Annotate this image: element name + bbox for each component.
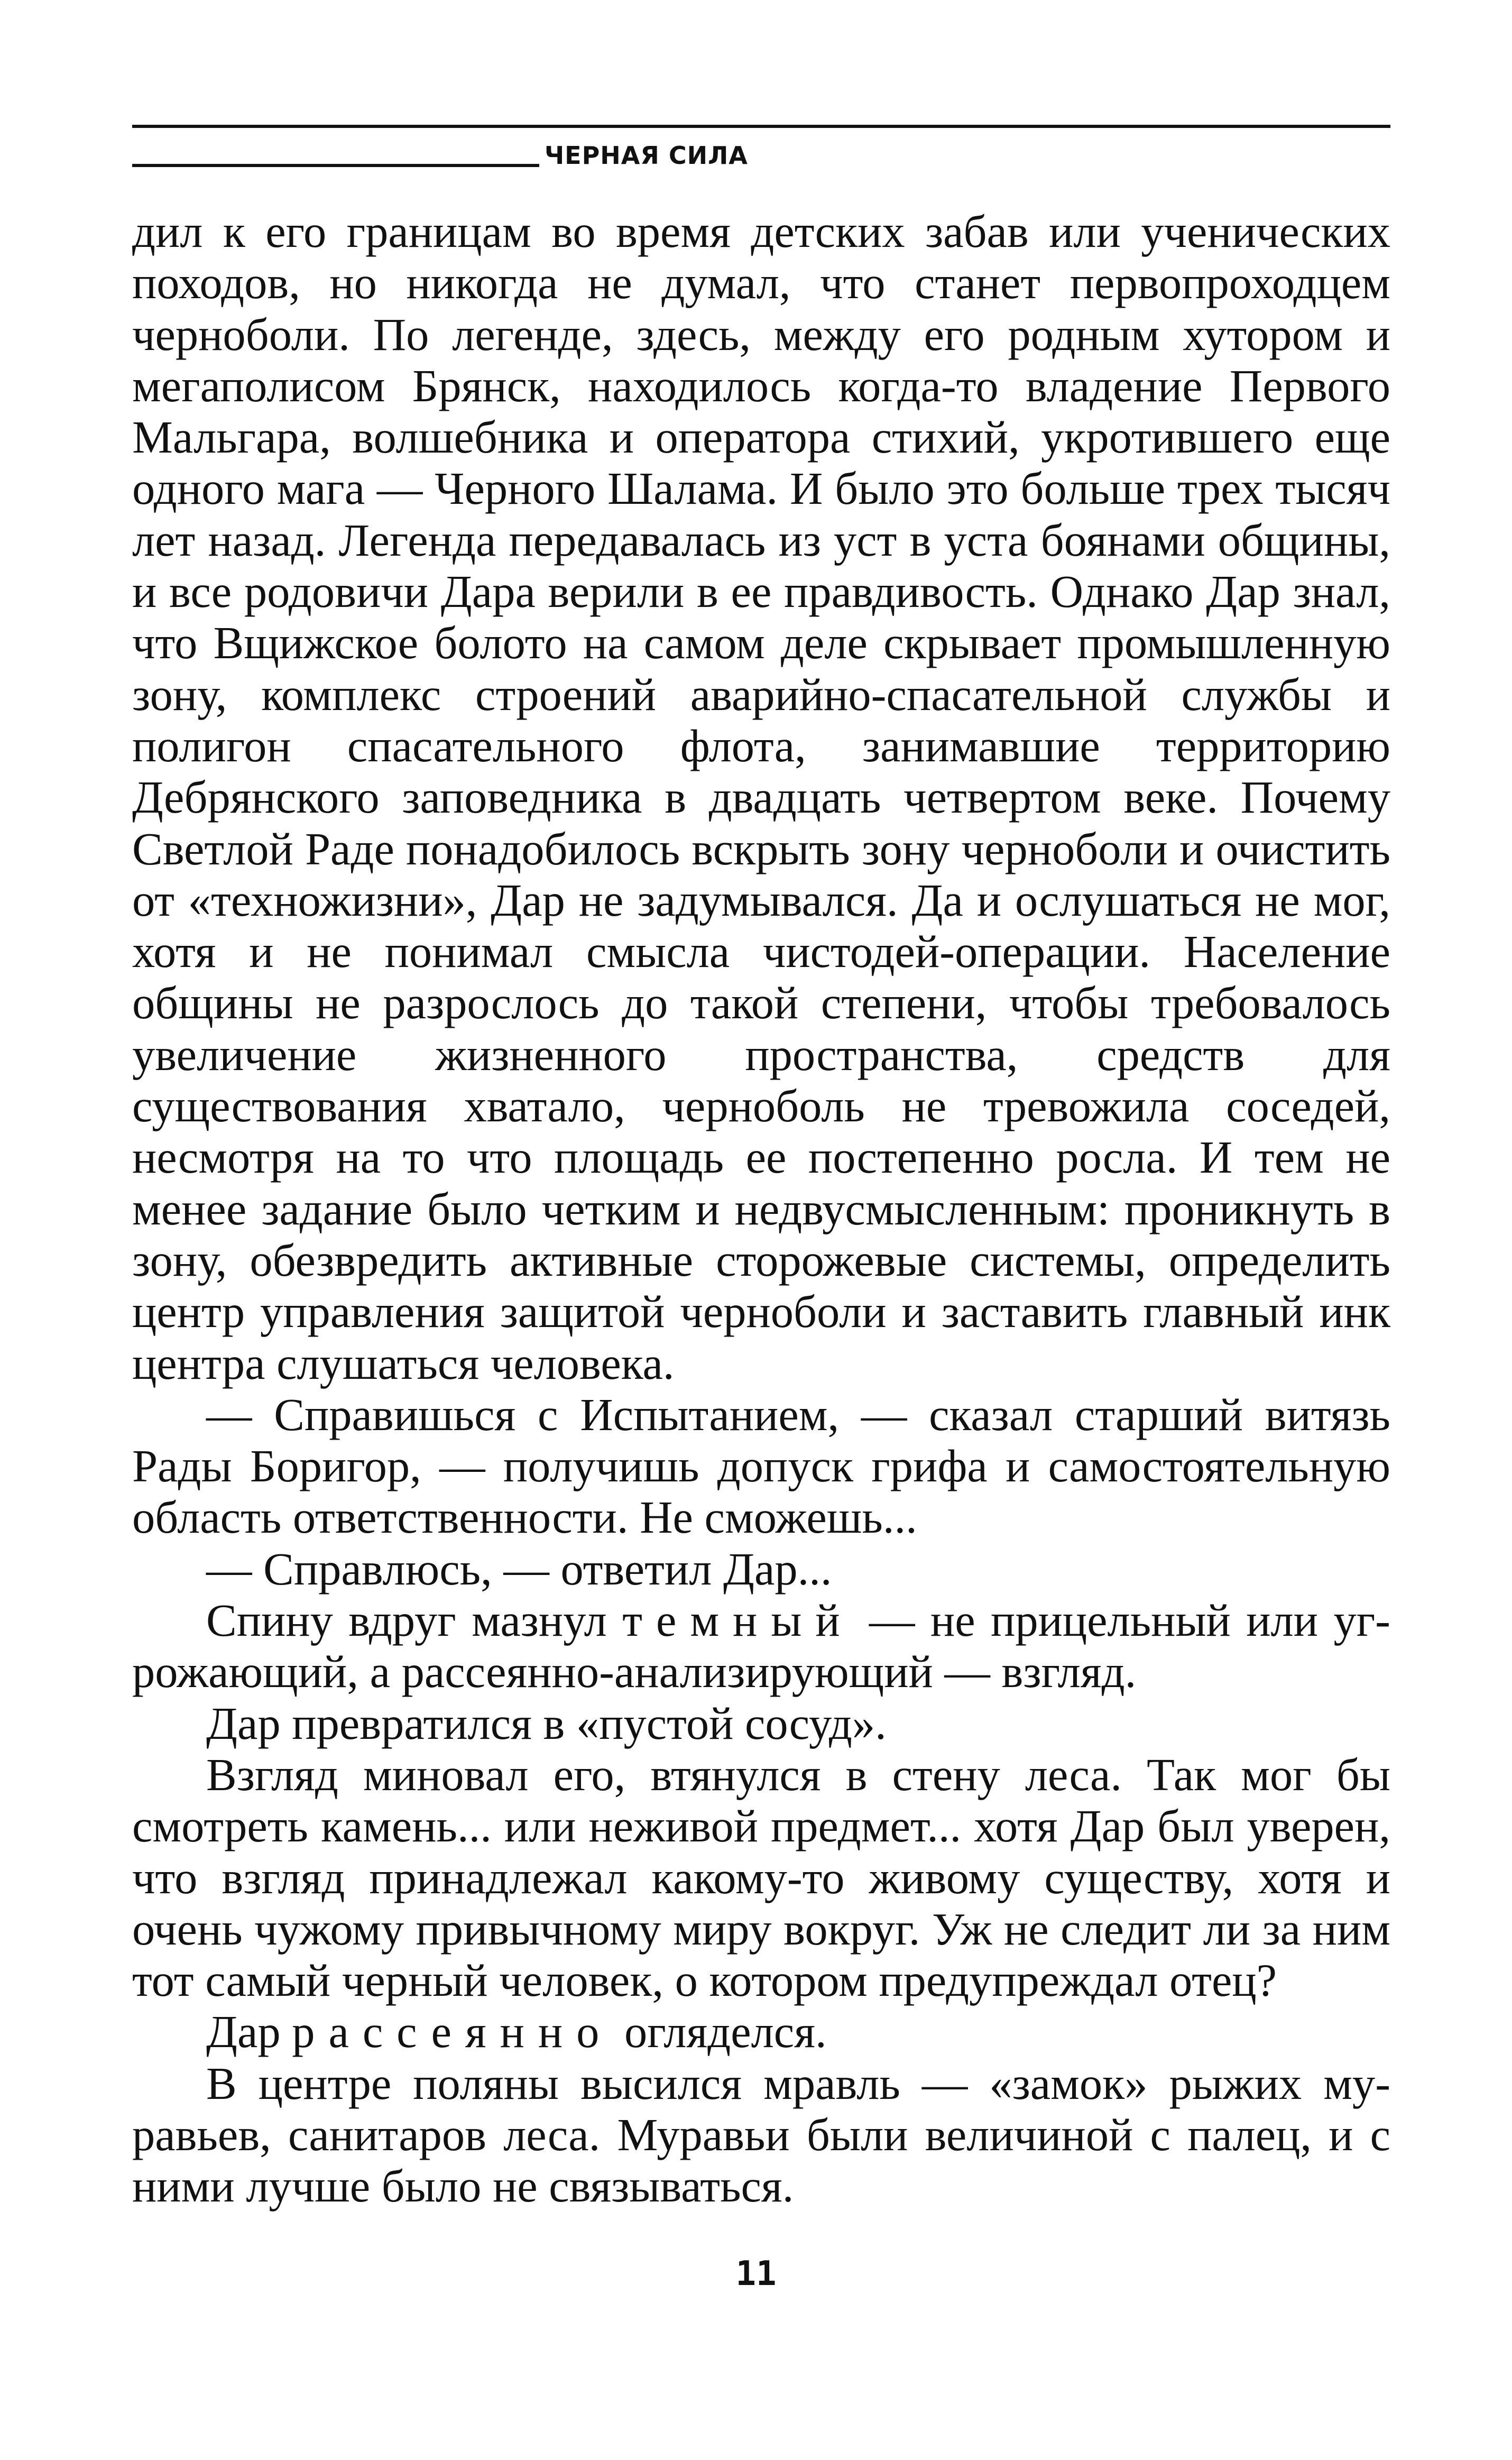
paragraph-8: В центре поляны высился мравль — «замок» рыжих муравьев, санитаров леса. Муравьи были величиной с палец, и с ними лучше было не связываться. [132,2058,1390,2212]
paragraph-4-start: Спину вдруг мазнул [206,1595,623,1646]
paragraph-4-spaced-word: темный [622,1595,854,1646]
running-title: ЧЕРНАЯ СИЛА [545,141,748,170]
paragraph-1: дил к его границам во время детских забав или ученических походов, но никогда не думал, что станет первопроходцем черноболи. По легенде, здесь, между его родным хутором и мегаполисом Брянск, находилось когда-то владение Первого Мальгара, волшебника и оператора стихий, укротившего еще одного мага — Черного Шалама. И было это больше трех тысяч лет назад. Легенда передавалась из уст в уста боянами общины, и все родовичи Дара верили в ее правдивость. Однако Дар знал, что Вщижское болото на самом деле скрывает промышленную зону, комплекс строений аварийно-спасательной службы и полигон спасательного флота, занимавшие территорию Дебрянского заповедника в двадцать четвертом веке. Почему Светлой Раде понадобилось вскрыть зону черноболи и очистить от «техножизни», Дар не задумывался. Да и ослушаться не мог, хотя и не понимал смысла чистодей-операции. Население общины не разрослось до такой степени, чтобы требовалось увеличение жизненного пространства, средств для существования хватало, черноболь не тревожила соседей, несмотря на то что площадь ее постепенно росла. И тем не менее задание было четким и недвусмысленным: проникнуть в зону, обезвредить активные сторожевые системы, определить центр управления защитой черноболи и заставить главный инк центра слушаться человека. [132,206,1390,1389]
header-top-rule [132,125,1390,128]
paragraph-7-spaced-word: рассеянно [292,2006,613,2058]
page-number: 11 [735,2254,777,2293]
header-left-rule [132,164,539,167]
running-header [132,125,1390,172]
paragraph-7-start: Дар [206,2006,292,2058]
paragraph-2: — Справишься с Испытанием, — сказал старший витязь Рады Боригор, — получишь допуск грифа и самостоятельную область ответственности. Не сможешь... [132,1389,1390,1543]
paragraph-6: Взгляд миновал его, втянулся в стену леса. Так мог бы смотреть камень... или неживой предмет... хотя Дар был уверен, что взгляд принадлежал какому-то живому существу, хотя и очень чужому привычному миру вокруг. Уж не следит ли за ним тот самый черный человек, о котором предупреждал отец? [132,1749,1390,2006]
paragraph-4 [132,1595,1390,1698]
paragraph-3: — Справлюсь, — ответил Дар... [206,1543,832,1595]
paragraph-7-end: огляделся. [613,2006,827,2058]
body-text [132,206,1390,2213]
paragraph-7 [132,2006,1390,2058]
paragraph-5: Дар превратился в «пустой сосуд». [206,1698,887,1749]
paragraph-4-end: — не прицельный или угрожающий, а рассеянно-анализирующий — взгляд. [132,1595,1390,1698]
